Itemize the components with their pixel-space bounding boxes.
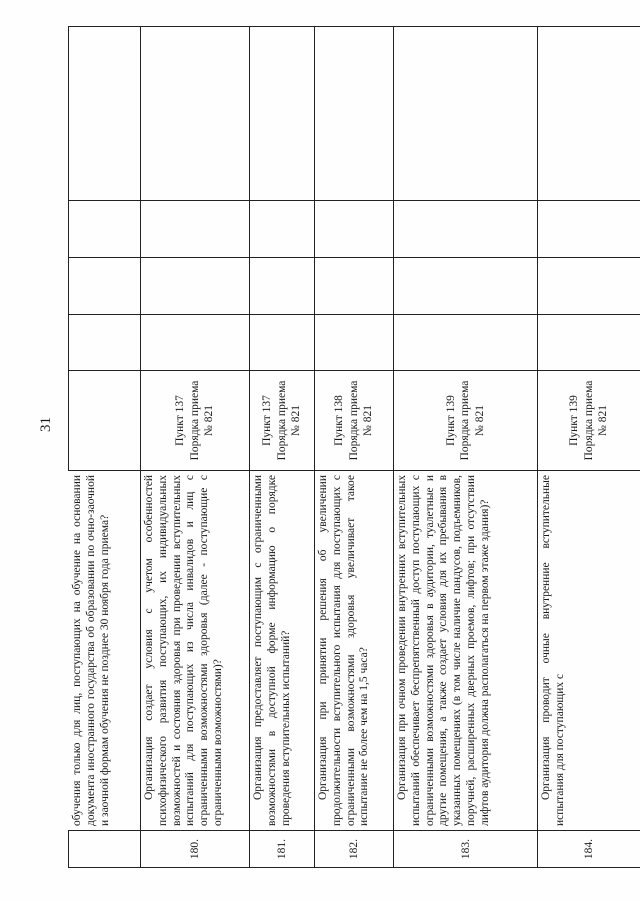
answer-cell[interactable] [315,258,394,315]
question-text: Организация создает условия с учетом особенностей психофизического развития поступающих, их индивидуальных возможностей и состояния здоровья при проведении вступительных испытаний для поступающих из числа инвалидов и лиц с ограниченными возможностями здоровья (далее - поступающие с ограниченными возможностями)? [141,471,250,831]
note-cell[interactable] [315,27,394,201]
answer-cell[interactable] [315,201,394,258]
answer-cell[interactable] [394,315,538,371]
question-text: Организация при принятии решения об увеличении продолжительности вступительного испытания для поступающих с ограниченными возможностями здоровья увеличивает такое испытание не более чем на 1,5 часа? [315,471,394,831]
reference-text: Пункт 137 Порядка приема № 821 [141,371,250,471]
row-number: 184. [538,831,640,868]
note-cell[interactable] [538,27,640,201]
answer-cell[interactable] [250,201,315,258]
answer-cell[interactable] [69,201,141,258]
answer-cell[interactable] [69,315,141,371]
row-number: 181. [250,831,315,868]
table-row [69,27,141,868]
table-row [394,27,538,868]
rotated-page [68,27,640,868]
answer-cell[interactable] [141,315,250,371]
question-text: Организация при очном проведении внутренних вступительных испытаний обеспечивает беспрепятственный доступ поступающих с ограниченными возможностями здоровья в аудитории, туалетные и другие помещения, а также создает условия для их пребывания в указанных помещениях (в том числе наличие пандусов, подъемников, поручней, расширенных дверных проемов, лифтов; при отсутствии лифтов аудитория должна располагаться на первом этаже здания)? [394,471,538,831]
question-text: Организация проводит очные внутренние вступительные испытания для поступающих с [538,471,640,831]
note-cell[interactable] [141,27,250,201]
table-row [250,27,315,868]
answer-cell[interactable] [315,315,394,371]
reference-text: Пункт 138 Порядка приема № 821 [315,371,394,471]
row-number [69,831,141,868]
answer-cell[interactable] [69,258,141,315]
answer-cell[interactable] [538,315,640,371]
reference-text: Пункт 139 Порядка приема № 821 [538,371,640,471]
note-cell[interactable] [394,27,538,201]
table-row [315,27,394,868]
answer-cell[interactable] [250,315,315,371]
reference-text: Пункт 139 Порядка приема № 821 [394,371,538,471]
page-number: 31 [38,417,54,432]
row-number: 182. [315,831,394,868]
reference-text: Пункт 137 Порядка приема № 821 [250,371,315,471]
answer-cell[interactable] [141,258,250,315]
answer-cell[interactable] [250,258,315,315]
note-cell[interactable] [250,27,315,201]
table-row [141,27,250,868]
answer-cell[interactable] [394,258,538,315]
answer-cell[interactable] [538,258,640,315]
checklist-table [68,26,640,868]
answer-cell[interactable] [141,201,250,258]
answer-cell[interactable] [538,201,640,258]
row-number: 180. [141,831,250,868]
reference-text [69,371,141,471]
note-cell[interactable] [69,27,141,201]
row-number: 183. [394,831,538,868]
question-text: обучения только для лиц, поступающих на обучение на основании документа иностранного государства об образовании по очно-заочной и заочной формам обучения не позднее 30 ноября года приема? [69,471,141,831]
table-row [538,27,640,868]
answer-cell[interactable] [394,201,538,258]
question-text: Организация предоставляет поступающим с ограниченными возможностями в доступной форме информацию о порядке проведения вступительных испытаний? [250,471,315,831]
